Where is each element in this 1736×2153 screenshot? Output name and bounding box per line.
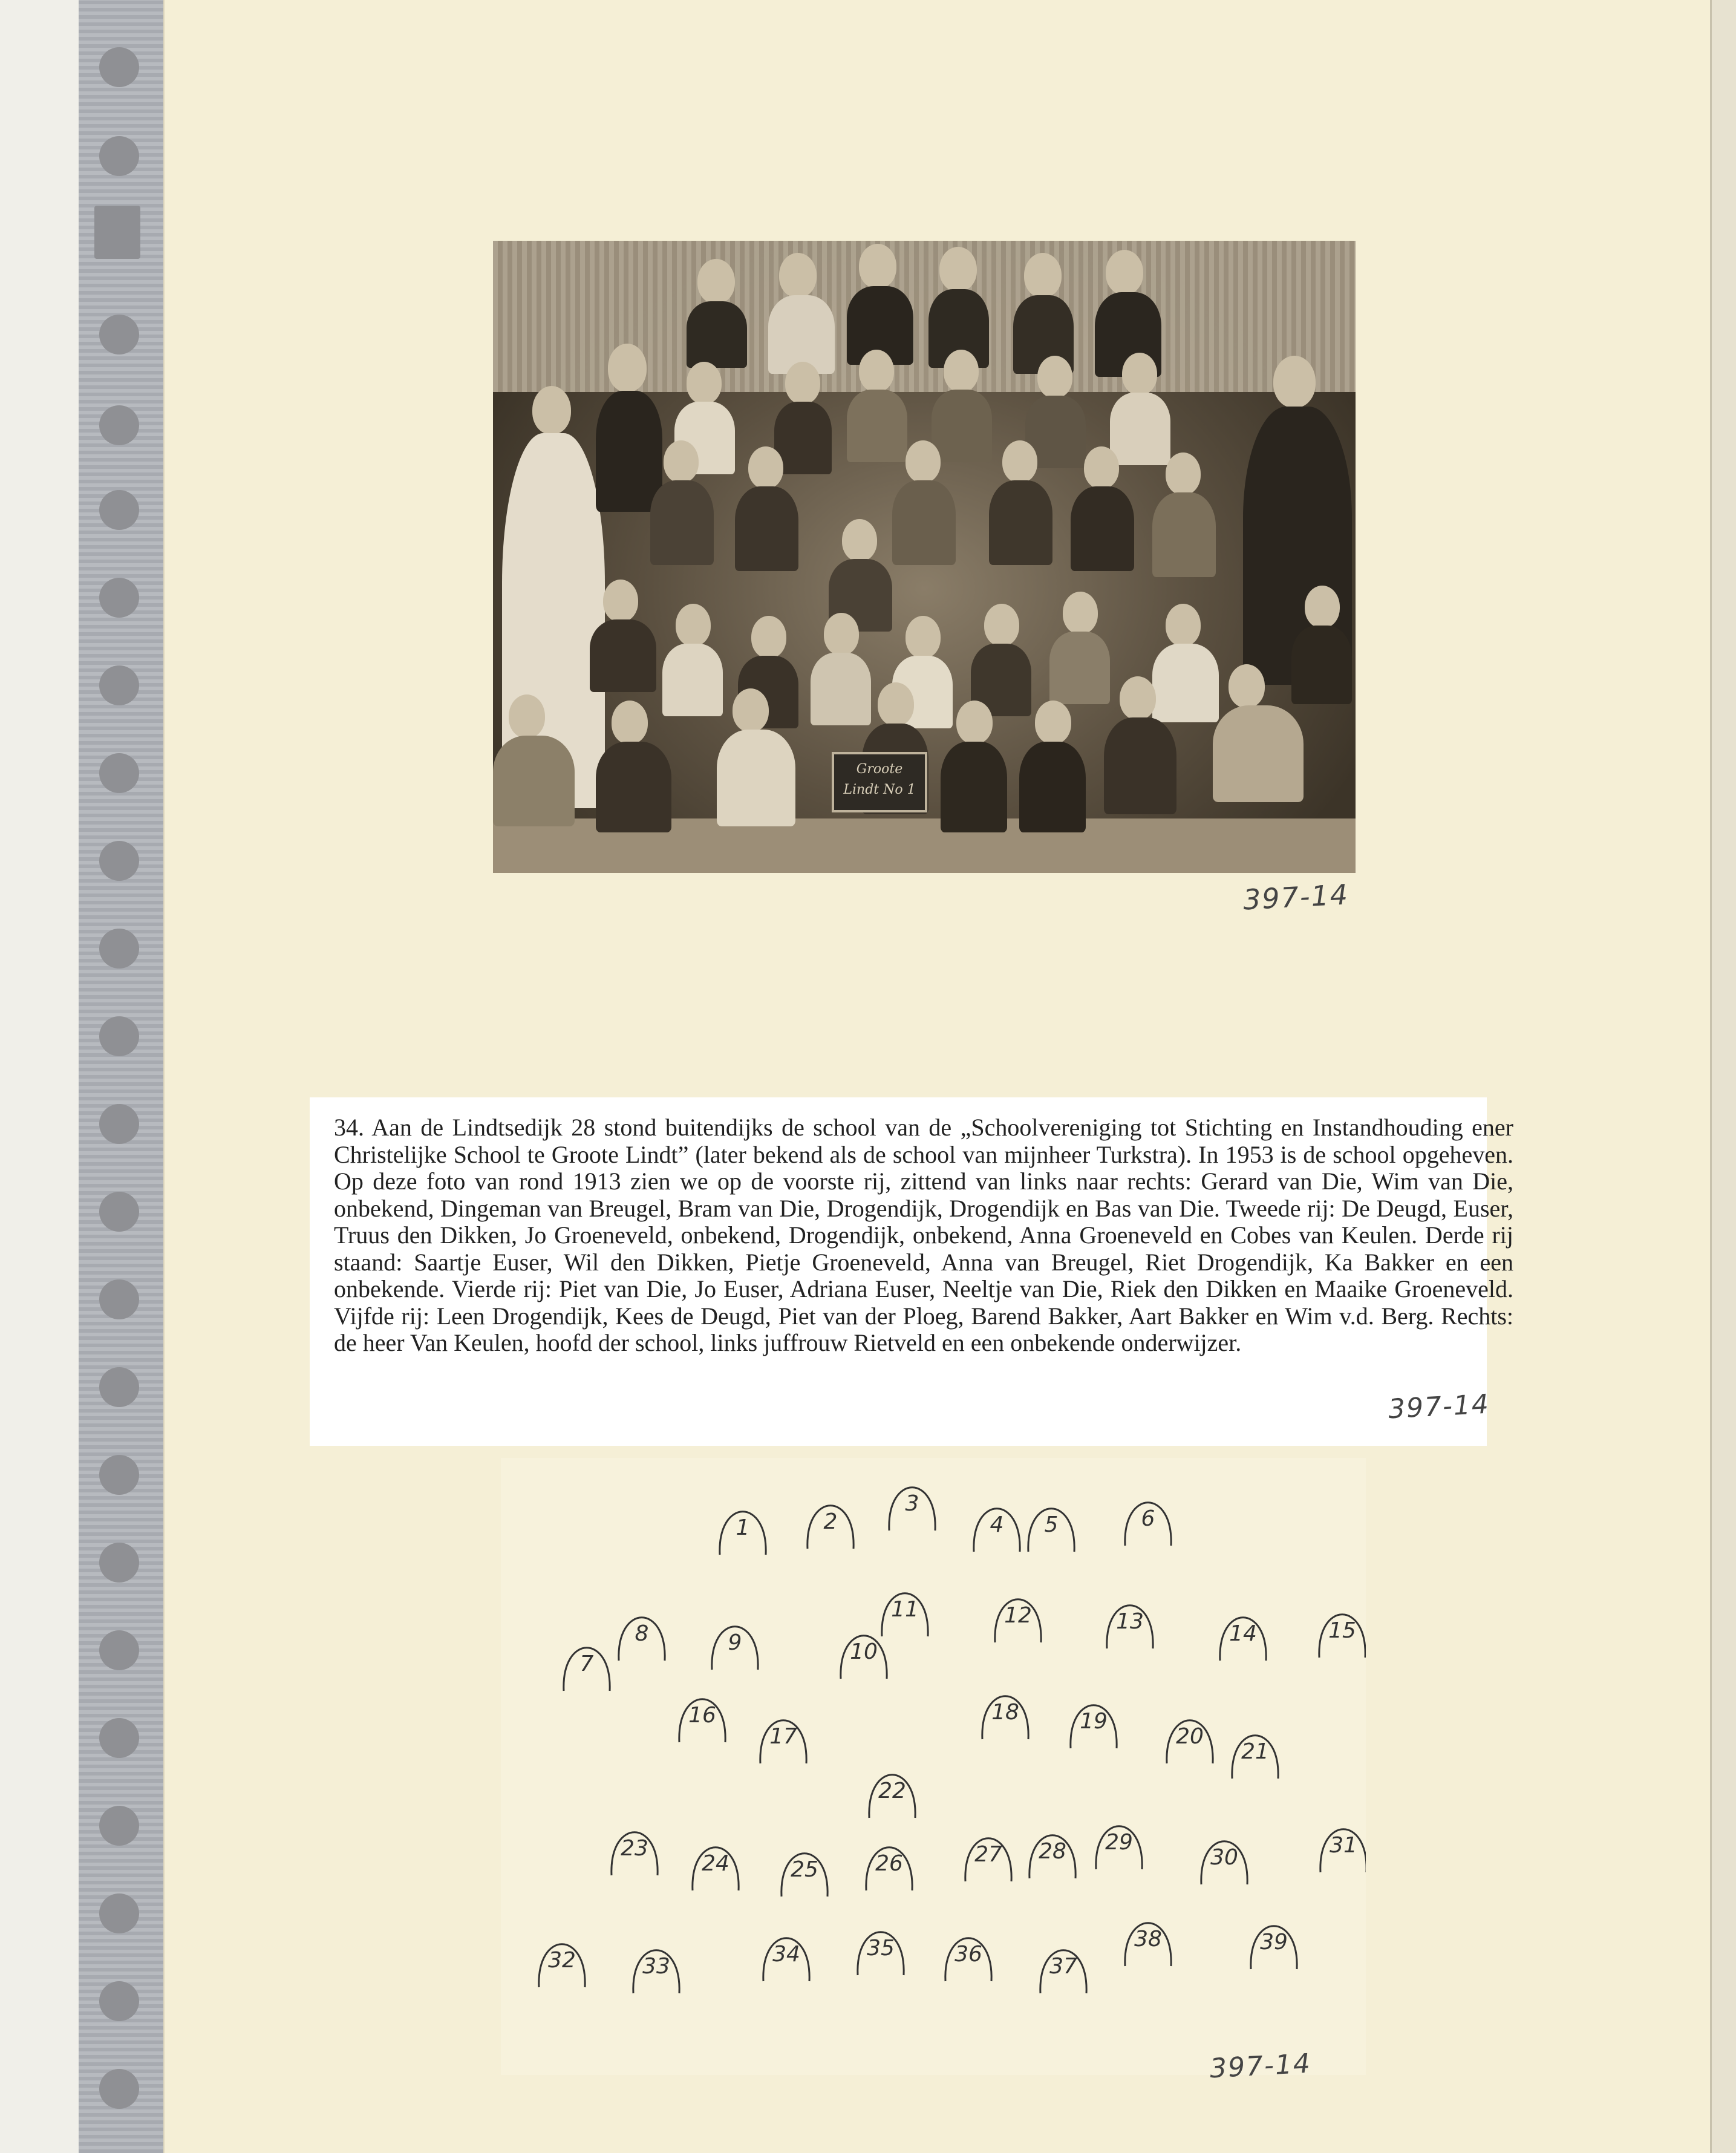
key-number: 32 (548, 1948, 576, 1973)
key-number: 17 (769, 1724, 797, 1749)
key-figure-31 (1320, 1829, 1366, 1872)
punch-hole (99, 929, 139, 969)
key-number: 26 (875, 1851, 903, 1876)
key-figure-29 (1096, 1826, 1142, 1869)
key-number: 14 (1229, 1621, 1257, 1646)
key-number: 9 (728, 1630, 742, 1655)
key-number: 33 (642, 1954, 670, 1979)
key-number: 24 (702, 1851, 729, 1876)
key-number: 15 (1328, 1618, 1356, 1643)
key-figure-4 (974, 1509, 1020, 1552)
key-figure-8 (619, 1618, 665, 1661)
key-figure-38 (1125, 1923, 1171, 1966)
key-number: 25 (791, 1857, 818, 1882)
key-figure-30 (1201, 1841, 1247, 1884)
key-number: 1 (736, 1515, 750, 1540)
punch-hole (99, 1016, 139, 1056)
key-figure-16 (679, 1699, 725, 1742)
key-number: 3 (905, 1491, 919, 1516)
key-figure-18 (982, 1696, 1028, 1739)
punch-hole (99, 1718, 139, 1758)
key-number: 36 (954, 1942, 982, 1967)
key-number: 28 (1039, 1839, 1066, 1864)
binder-tab (94, 206, 140, 259)
key-number: 16 (688, 1703, 716, 1728)
key-figure-12 (995, 1599, 1041, 1642)
key-figure-9 (712, 1627, 758, 1670)
punch-hole (99, 1192, 139, 1232)
key-number: 13 (1116, 1609, 1144, 1634)
punch-hole (99, 1104, 139, 1144)
punch-hole (99, 2069, 139, 2109)
caption-box (310, 1097, 1513, 1446)
key-number: 22 (878, 1779, 906, 1803)
punch-hole (99, 1455, 139, 1495)
school-slate (832, 752, 927, 812)
handwritten-reference-sketch: 397-14 (1209, 2048, 1313, 2085)
key-number: 31 (1330, 1833, 1357, 1858)
punch-hole (99, 1806, 139, 1846)
key-figure-2 (808, 1506, 853, 1549)
key-number: 2 (823, 1509, 838, 1534)
key-figure-37 (1040, 1950, 1086, 1993)
handwritten-reference-photo: 397-14 (1242, 878, 1350, 916)
key-figure-13 (1107, 1606, 1153, 1648)
key-number: 5 (1044, 1512, 1059, 1537)
key-figure-3 (889, 1488, 935, 1531)
key-figure-15 (1319, 1615, 1365, 1658)
key-number: 30 (1210, 1845, 1238, 1870)
key-figure-5 (1028, 1509, 1074, 1552)
caption-text: 34. Aan de Lindtsedijk 28 stond buitendijks de school van de „Schoolvereniging tot Stichting en Instandhouding ener Christelijke School te Groote Lindt” (later bekend als de school van mijnheer Turkstra). In 1953 is de school opgeheven. Op deze foto van rond 1913 zien we op de voorste rij, zittend van links naar rechts: Gerard van Die, Wim van Die, onbekend, Dingeman van Breugel, Bram van Die, Drogendijk, Drogendijk en Bas van Die. Tweede rij: De Deugd, Euser, Truus den Dikken, Jo Groeneveld, onbekend, Drogendijk, onbekend, Anna Groeneveld en Cobes van Keulen. Derde rij staand: Saartje Euser, Wil den Dikken, Pietje Groeneveld, Anna van Breugel, Riet Drogendijk, Ka Bakker en een onbekende. Vierde rij: Piet van Die, Jo Euser, Adriana Euser, Neeltje van Die, Riek den Dikken en Maaike Groeneveld. Vijfde rij: Leen Drogendijk, Kees de Deugd, Piet van der Ploeg, Barend Bakker, Aart Bakker en Wim v.d. Berg. Rechts: de heer Van Keulen, hoofd der school, links juffrouw Rietveld en een onbekende onderwijzer. (334, 1114, 1513, 1356)
key-number: 27 (974, 1842, 1002, 1867)
punch-hole (99, 1630, 139, 1670)
key-number: 35 (867, 1936, 895, 1961)
key-number: 8 (635, 1621, 649, 1646)
key-figure-32 (539, 1944, 585, 1987)
key-figure-23 (612, 1832, 658, 1875)
key-number: 12 (1004, 1603, 1032, 1628)
punch-hole (99, 1981, 139, 2021)
punch-hole (99, 136, 139, 176)
key-figure-39 (1251, 1926, 1297, 1969)
key-figure-6 (1125, 1503, 1171, 1546)
punch-hole (99, 665, 139, 705)
key-number: 19 (1080, 1709, 1108, 1734)
punch-hole (99, 578, 139, 618)
punch-hole (99, 1543, 139, 1583)
punch-hole (99, 753, 139, 793)
key-figure-35 (858, 1932, 904, 1975)
numbered-key-sketch (501, 1458, 1366, 2075)
key-number: 37 (1049, 1954, 1077, 1979)
key-figure-28 (1030, 1835, 1075, 1878)
key-figure-17 (760, 1720, 806, 1763)
key-figure-36 (945, 1938, 991, 1981)
key-number: 38 (1134, 1927, 1162, 1952)
key-figure-21 (1232, 1736, 1278, 1779)
key-number: 18 (991, 1700, 1019, 1725)
key-figure-1 (720, 1512, 766, 1555)
key-number: 21 (1241, 1739, 1269, 1764)
page-edge (1710, 0, 1736, 2153)
key-figure-11 (882, 1593, 928, 1636)
handwritten-reference-caption: 397-14 (1387, 1388, 1491, 1425)
punch-hole (99, 1367, 139, 1407)
key-number: 20 (1176, 1724, 1204, 1749)
punch-hole (99, 405, 139, 445)
punch-hole (99, 1893, 139, 1933)
key-sketch-drawing (501, 1458, 1366, 2075)
key-figure-26 (866, 1848, 912, 1890)
punch-hole (99, 315, 139, 354)
slate-text: Groote Lindt No 1 (843, 762, 916, 797)
punch-hole (99, 490, 139, 530)
punch-hole (99, 47, 139, 87)
key-figure-14 (1220, 1618, 1266, 1661)
key-figure-22 (869, 1775, 915, 1818)
key-figure-20 (1167, 1720, 1213, 1763)
binder-margin (0, 0, 79, 2153)
key-number: 39 (1260, 1930, 1288, 1955)
key-figure-24 (693, 1848, 739, 1890)
key-figure-34 (763, 1938, 809, 1981)
key-number: 4 (990, 1512, 1004, 1537)
key-number: 6 (1141, 1506, 1155, 1531)
key-number: 29 (1105, 1830, 1133, 1855)
key-number: 23 (621, 1836, 648, 1861)
punch-hole (99, 841, 139, 881)
key-number: 10 (850, 1639, 878, 1664)
class-photograph (493, 241, 1356, 873)
key-figure-27 (965, 1838, 1011, 1881)
key-figure-7 (564, 1648, 610, 1691)
key-number: 34 (772, 1942, 800, 1967)
key-figure-25 (782, 1854, 827, 1897)
key-number: 11 (891, 1597, 919, 1622)
key-figure-33 (633, 1950, 679, 1993)
key-figure-19 (1071, 1705, 1117, 1748)
key-figure-10 (841, 1636, 887, 1679)
punch-hole (99, 1279, 139, 1319)
key-number: 7 (579, 1652, 594, 1676)
